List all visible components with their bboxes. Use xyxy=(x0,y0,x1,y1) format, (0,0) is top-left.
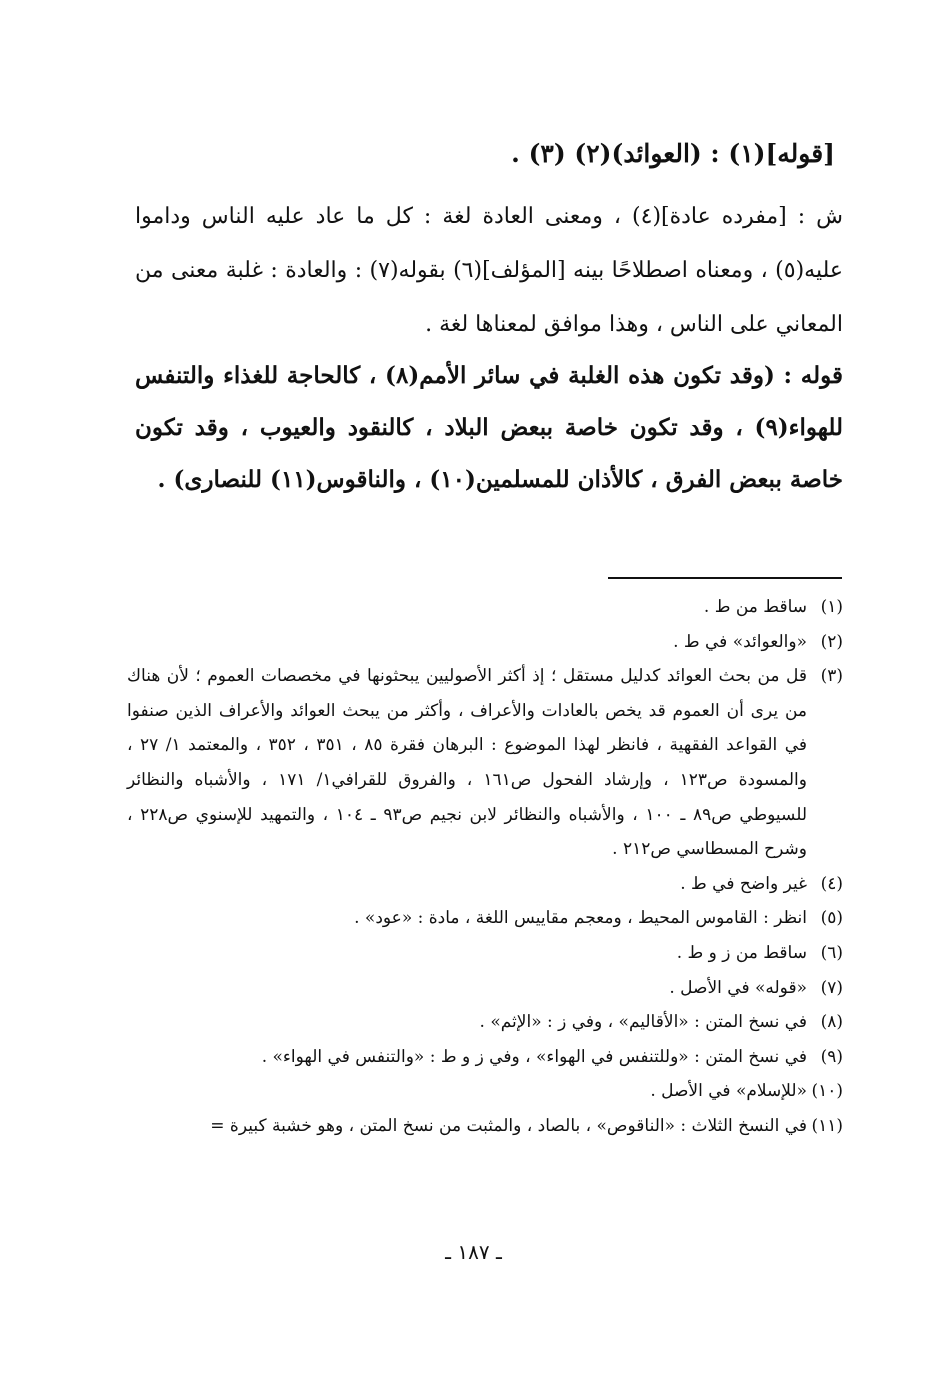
footnote xyxy=(127,971,843,1006)
footnote-text: «قوله» في الأصل . xyxy=(669,977,807,998)
footnote-number: (١٠) xyxy=(811,1081,843,1102)
footnote-text: في نسخ المتن : «الأقاليم» ، وفي ز : «الإثم» . xyxy=(479,1012,807,1033)
footnote xyxy=(127,590,843,625)
footnote-number: (٤) xyxy=(820,873,843,894)
footnote-text: ساقط من ز و ط . xyxy=(676,942,807,963)
footnote xyxy=(127,1005,843,1040)
quoted-text-paragraph: قوله : (وقد تكون هذه الغلبة في سائر الأمم(٨) ، كالحاجة للغذاء والتنفس للهواء(٩) ، وقد تكون خاصة ببعض البلاد ، كالنقود والعيوب ، وقد تكون خاصة ببعض الفرق ، كالأذان للمسلمين(١٠) ، والناقوس(١١) للنصارى) . xyxy=(135,362,843,493)
footnote-number: (٧) xyxy=(820,977,843,998)
footnote xyxy=(127,1040,843,1075)
footnote-text: في النسخ الثلاث : «الناقوص» ، بالصاد ، والمثبت من نسخ المتن ، وهو خشبة كبيرة = xyxy=(210,1115,807,1136)
footnote-number: (١١) xyxy=(811,1115,843,1136)
footnote-text: قل من بحث العوائد كدليل مستقل ؛ إذ أكثر الأصوليين يبحثونها في مخصصات العموم ؛ لأن هناك من يرى أن العموم قد يخص بالعادات والأعراف ، وأكثر من يبحث العوائد والأعراف الذين صنفوا في القواعد الفقهية ، فانظر لهذا الموضوع : البرهان فقرة ٨٥ ، ٣٥١ ، ٣٥٢ ، والمعتمد ١/ ٢٧ ، والمسودة ص١٢٣ ، وإرشاد الفحول ص١٦١ ، والفروق للقرافي١/ ١٧١ ، والأشباه والنظائر للسيوطي ص٨٩ ـ ١٠٠ ، والأشباه والنظائر لابن نجيم ص٩٣ ـ ١٠٤ ، والتمهيد للإسنوي ص٢٢٨ ، وشرح المسطاسي ص٢١٢ . xyxy=(127,666,808,860)
footnote-number: (٢) xyxy=(820,631,843,652)
section-heading: [قوله](١) : (العوائد)(٢) (٣) . xyxy=(511,139,835,168)
footnote xyxy=(127,901,843,936)
footnote-number: (٩) xyxy=(820,1046,843,1067)
footnote-text: غير واضح في ط . xyxy=(680,873,807,894)
footnote-text: «للإسلام» في الأصل . xyxy=(650,1081,807,1102)
footnote-number: (٨) xyxy=(820,1012,843,1033)
footnote xyxy=(127,1109,843,1144)
footnote-number: (٥) xyxy=(820,908,843,929)
footnote-number: (١) xyxy=(820,597,843,617)
footnote xyxy=(127,659,843,867)
footnote-number: (٣) xyxy=(820,666,843,687)
footnote xyxy=(127,936,843,971)
footnote xyxy=(127,625,843,660)
footnote xyxy=(127,1074,843,1109)
footnotes xyxy=(127,590,843,1144)
footnote-number: (٦) xyxy=(820,942,843,963)
footnote-text: في نسخ المتن : «وللتنفس في الهواء» ، وفي ز و ط : «والتنفس في الهواء» . xyxy=(261,1046,807,1067)
commentary-paragraph: ش : [مفرده عادة](٤) ، ومعنى العادة لغة : كل ما عاد عليه الناس وداموا عليه(٥) ، ومعناه اصطلاحًا بينه [المؤلف](٦) بقوله(٧) : والعادة : غلبة معنى من المعاني على الناس ، وهذا موافق لمعناها لغة . xyxy=(135,204,843,337)
footnote-text: انظر : القاموس المحيط ، ومعجم مقاييس اللغة ، مادة : «عود» . xyxy=(354,908,807,929)
page-number: ـ ١٨٧ ـ xyxy=(445,1240,502,1264)
footnote-text: «والعوائد» في ط . xyxy=(673,631,807,652)
footnote-text: ساقط من ط . xyxy=(703,597,807,617)
footnote-divider xyxy=(608,577,842,579)
footnote xyxy=(127,867,843,902)
